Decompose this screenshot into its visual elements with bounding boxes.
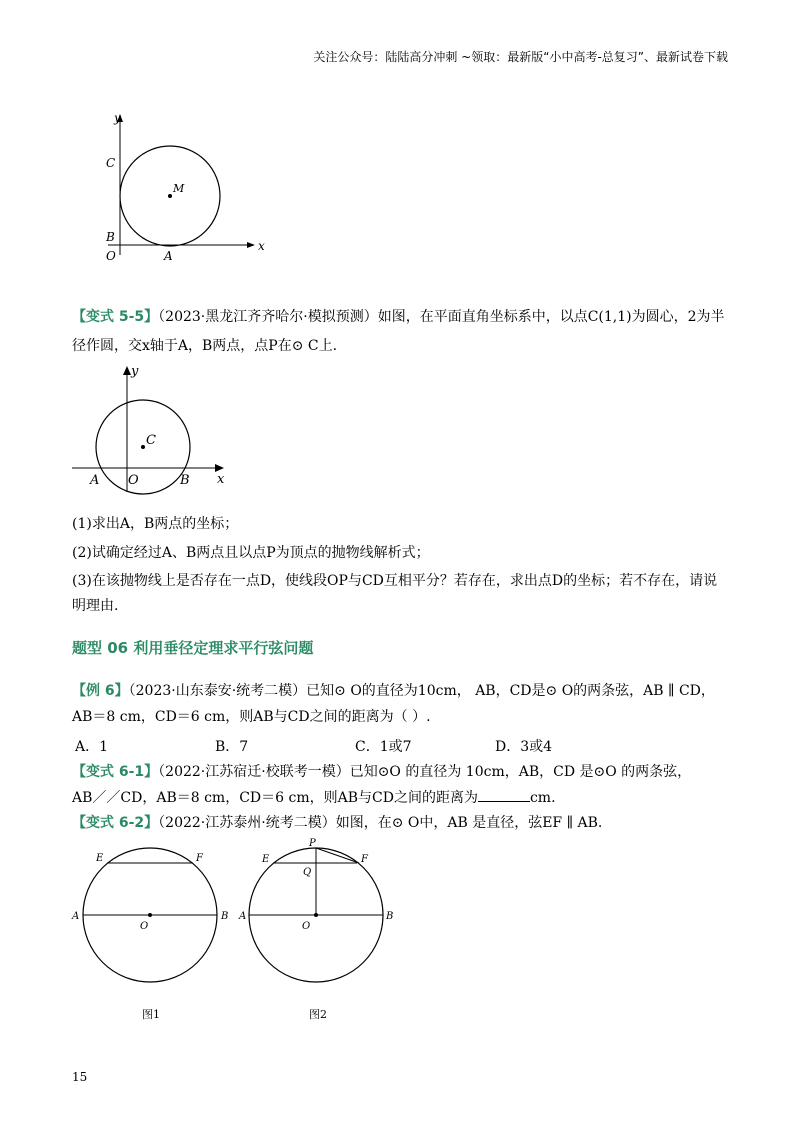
label-a: A xyxy=(164,249,173,263)
caption-fig1: 图1 xyxy=(142,1008,160,1021)
label-m: M xyxy=(173,182,185,195)
segment-pf xyxy=(316,848,359,863)
figure-circle-m xyxy=(100,110,270,270)
option-d: D．3或4 xyxy=(495,739,553,755)
label-e: E xyxy=(96,853,104,864)
question-3-cont: 明理由. xyxy=(72,598,119,614)
x-axis-arrow xyxy=(215,464,224,472)
label-f: F xyxy=(196,853,203,864)
label-c: C xyxy=(106,156,116,170)
label-a: A xyxy=(72,911,80,922)
v55-tag: 【变式 5-5】 xyxy=(72,309,159,325)
label-o: O xyxy=(302,921,311,932)
v61-line1 xyxy=(72,762,691,782)
question-1: (1)求出A，B两点的坐标； xyxy=(72,516,239,532)
center-c-dot xyxy=(141,445,145,449)
v61-text1: （2022·江苏宿迁·校联考一模）已知⊙O 的直径为 10cm，AB，CD 是⊙O 的两条弦， xyxy=(158,764,692,780)
figure-circle-c xyxy=(70,362,240,500)
question-2: (2)试确定经过A、B两点且以点P为顶点的抛物线解析式； xyxy=(72,545,430,561)
v55-line1 xyxy=(72,307,725,327)
option-a: A．1 xyxy=(75,739,109,755)
option-b: B．7 xyxy=(215,739,249,755)
section-title: 题型 06 利用垂径定理求平行弦问题 xyxy=(72,639,314,657)
label-a: A xyxy=(90,473,100,488)
option-c: C．1或7 xyxy=(355,739,412,755)
center-o-dot xyxy=(148,913,152,917)
v61-tag: 【变式 6-1】 xyxy=(72,764,159,780)
page-number: 15 xyxy=(72,1070,88,1084)
label-b: B xyxy=(386,911,394,922)
ex6-line2: AB＝8 cm，CD＝6 cm，则AB与CD之间的距离为（ ）. xyxy=(72,709,431,725)
center-m-dot xyxy=(168,194,172,198)
x-axis-arrow xyxy=(247,242,255,248)
label-p: P xyxy=(309,838,316,849)
v62-text1: （2022·江苏泰州·统考二模）如图，在⊙ O中，AB 是直径，弦EF ∥ AB. xyxy=(158,815,603,831)
label-o: O xyxy=(106,249,116,263)
ex6-tag: 【例 6】 xyxy=(72,683,129,699)
figure-1 xyxy=(70,840,235,1030)
label-f: F xyxy=(361,854,368,865)
label-b: B xyxy=(106,230,115,244)
answer-blank xyxy=(478,787,530,802)
label-y: y xyxy=(131,364,139,379)
y-axis-arrow xyxy=(123,366,131,375)
label-y: y xyxy=(114,111,121,125)
page-header: 关注公众号：陆陆高分冲刺 ~领取：最新版“小中高考-总复习”、最新试卷下载 xyxy=(313,50,728,64)
v61-line2 xyxy=(72,787,556,808)
ex6-line1 xyxy=(72,681,715,701)
v55-text1: （2023·黑龙江齐齐哈尔·模拟预测）如图，在平面直角坐标系中，以点C(1,1)为圆心，2为半 xyxy=(158,309,725,325)
v61-text2: AB／／CD，AB＝8 cm，CD＝6 cm，则AB与CD之间的距离为 xyxy=(72,790,478,806)
v62-line1 xyxy=(72,813,602,833)
caption-fig2: 图2 xyxy=(309,1008,327,1021)
figure-2 xyxy=(239,836,405,1030)
label-a: A xyxy=(239,911,247,922)
label-c: C xyxy=(146,433,156,448)
label-b: B xyxy=(221,911,229,922)
label-o: O xyxy=(128,473,139,488)
label-e: E xyxy=(262,854,270,865)
question-3: (3)在该抛物线上是否存在一点D，使线段OP与CD互相平分？若存在，求出点D的坐标；若不存在，请说 xyxy=(72,573,718,589)
label-o: O xyxy=(140,921,149,932)
label-q: Q xyxy=(303,867,312,878)
center-o-dot xyxy=(314,913,318,917)
v55-line2: 径作圆，交x轴于A，B两点，点P在⊙ C上. xyxy=(72,338,338,354)
v61-unit: cm. xyxy=(529,790,556,806)
v62-tag: 【变式 6-2】 xyxy=(72,815,159,831)
label-b: B xyxy=(180,473,190,488)
label-x: x xyxy=(258,239,265,253)
label-x: x xyxy=(217,472,225,487)
ex6-text1: （2023·山东泰安·统考二模）已知⊙ O的直径为10cm， AB，CD是⊙ O的两条弦，AB ∥ CD， xyxy=(128,683,715,699)
